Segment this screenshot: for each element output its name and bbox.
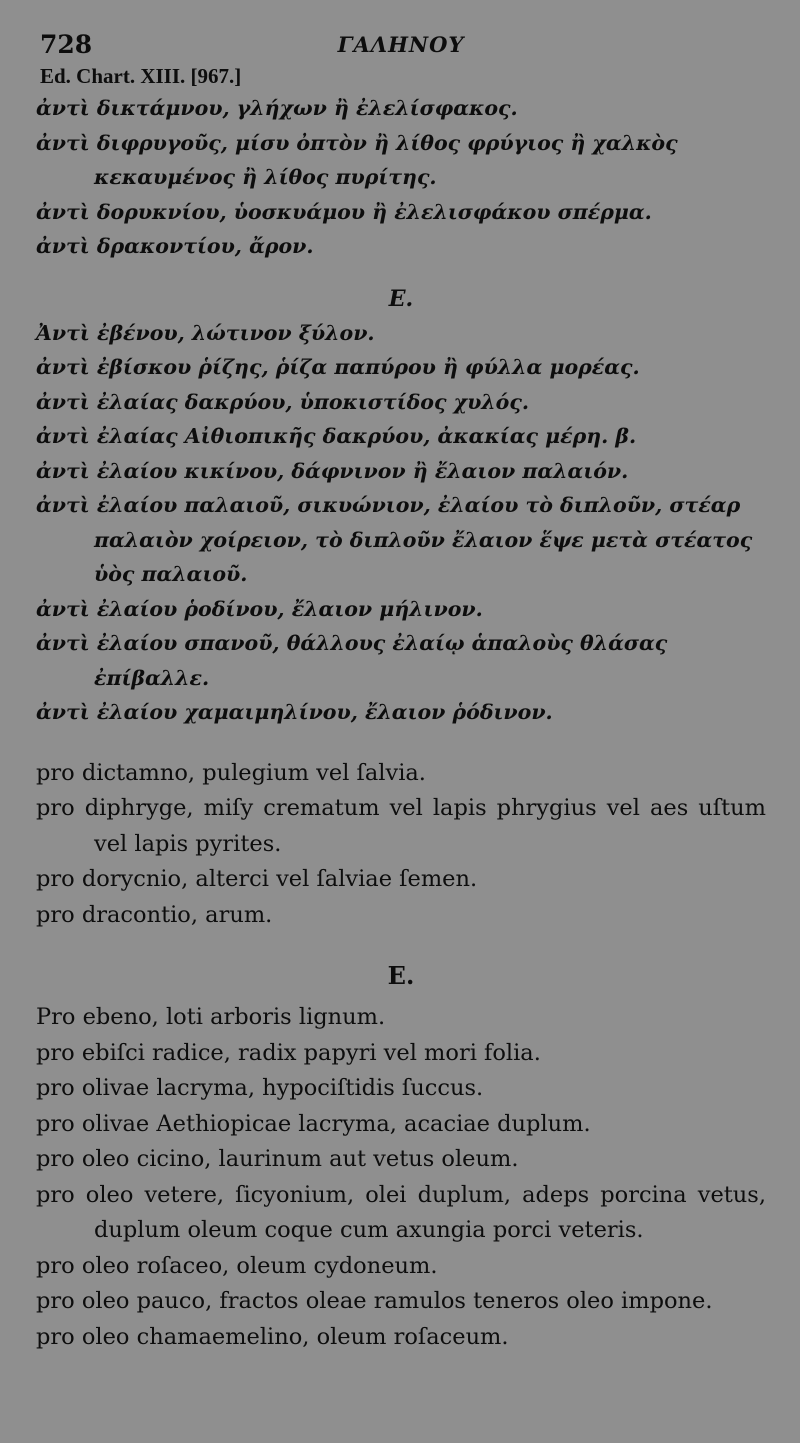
running-title: ΓΑΛΗΝΟΥ: [337, 32, 465, 57]
greek-entry: ἀντὶ δρακοντίου, ἄρον.: [36, 234, 314, 258]
latin-entry: pro oleo roſaceo, oleum cydoneum.: [36, 1252, 438, 1279]
greek-entry: ἀντὶ ἐλαίου σπανοῦ, θάλλους ἐλαίῳ ἁπαλοὺς θλάσας ἐπίβαλλε.: [36, 631, 668, 690]
greek-entry: ἀντὶ δικτάμνου, γλήχων ἢ ἐλελίσφακος.: [36, 96, 518, 120]
latin-entry: pro olivae lacryma, hypociſtidis ſuccus.: [36, 1075, 484, 1101]
greek-entry: ἀντὶ ἐλαίου παλαιοῦ, σικυώνιον, ἐλαίου τὸ διπλοῦν, στέαρ παλαιὸν χοίρειον, τὸ διπλοῦν ἔλαιον ἕψε μετὰ στέατος ὑὸς παλαιοῦ.: [36, 493, 753, 586]
greek-entry: ἀντὶ ἐβίσκου ῥίζης, ῥίζα παπύρου ἢ φύλλα μορέας.: [36, 355, 640, 379]
greek-entry: ἀντὶ ἐλαίου κικίνου, δάφνινον ἢ ἔλαιον παλαιόν.: [36, 458, 629, 483]
latin-entry: pro dracontio, arum.: [36, 901, 273, 928]
greek-entry: ἀντὶ διφρυγοῦς, μίσυ ὀπτὸν ἢ λίθος φρύγιος ἢ χαλκὸς κεκαυμένος ἢ λίθος πυρίτης.: [36, 130, 678, 189]
latin-entry: pro dorycnio, alterci vel ſalviae ſemen.: [36, 866, 478, 892]
greek-section-heading: E.: [388, 285, 414, 312]
greek-entry: ἀντὶ ἐλαίας δακρύου, ὑποκιστίδος χυλός.: [36, 389, 529, 414]
latin-entry: Pro ebeno, loti arboris lignum.: [36, 1004, 386, 1030]
edition-reference: Ed. Chart. XIII. [967.]: [40, 64, 242, 88]
latin-entry: pro oleo cicino, laurinum aut vetus oleum.: [36, 1146, 519, 1172]
latin-entry: pro oleo chamaemelino, oleum roſaceum.: [36, 1323, 509, 1350]
greek-entry: Ἀντὶ ἐβένου, λώτινον ξύλον.: [36, 320, 375, 345]
latin-entry: pro ebiſci radice, radix papyri vel mori folia.: [36, 1039, 541, 1066]
latin-entry: pro oleo vetere, ſicyonium, olei duplum, adeps porcina vetus, duplum oleum coque cum axungia porci veteris.: [36, 1181, 766, 1243]
latin-entry: pro dictamno, pulegium vel ſalvia.: [36, 759, 426, 786]
latin-entry: pro oleo pauco, fractos oleae ramulos teneros oleo impone.: [36, 1288, 713, 1314]
latin-entry: pro olivae Aethiopicae lacryma, acaciae duplum.: [36, 1110, 591, 1137]
page-header: [36, 20, 766, 68]
greek-text-block: [36, 91, 766, 730]
greek-entry: ἀντὶ ἐλαίας Αἰθιοπικῆς δακρύου, ἀκακίας μέρη. β.: [36, 424, 637, 448]
page-number: 728: [40, 30, 93, 59]
latin-entry: pro diphryge, miſy crematum vel lapis phrygius vel aes uſtum vel lapis pyrites.: [36, 795, 766, 857]
latin-section-heading: E.: [387, 961, 415, 990]
greek-entry: ἀντὶ ἐλαίου ῥοδίνου, ἔλαιον μήλινον.: [36, 596, 483, 621]
greek-entry: ἀντὶ ἐλαίου χαμαιμηλίνου, ἔλαιον ῥόδινον.: [36, 700, 553, 724]
greek-entry: ἀντὶ δορυκνίου, ὑοσκυάμου ἢ ἐλελισφάκου σπέρμα.: [36, 199, 652, 224]
latin-text-block: [36, 756, 766, 1356]
